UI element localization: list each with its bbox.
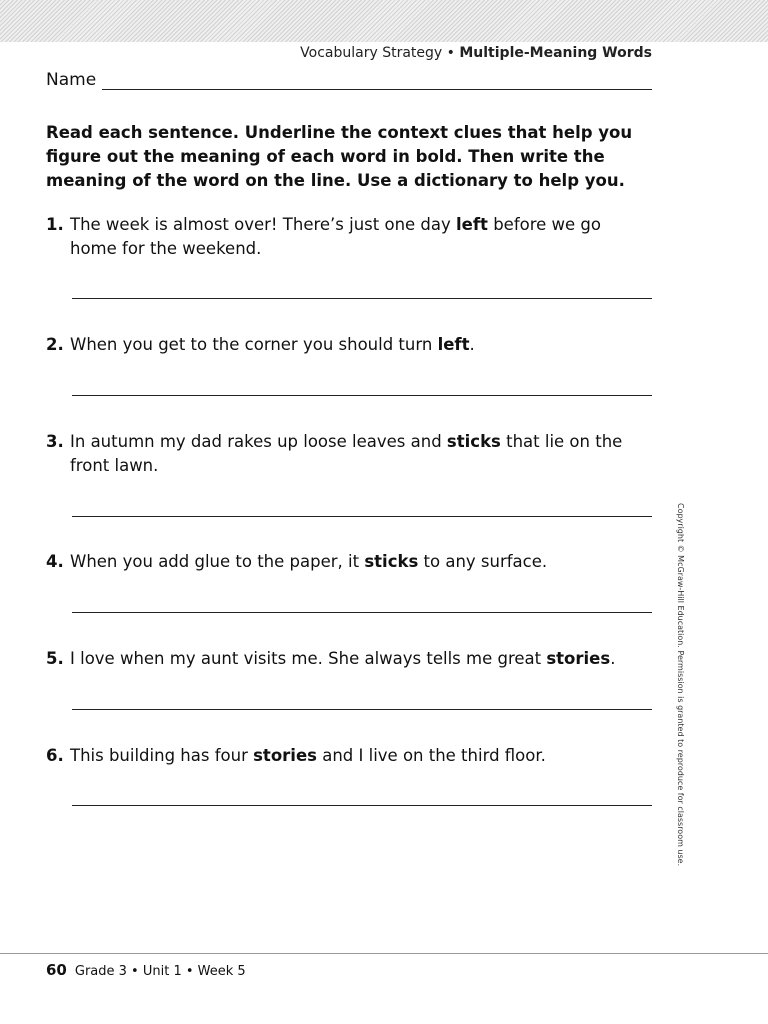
bold-word: stories — [253, 746, 317, 765]
question-number: 6. — [46, 746, 64, 765]
question-1 — [46, 213, 646, 261]
bold-word: left — [456, 215, 488, 234]
question-text: In autumn my dad rakes up loose leaves and sticks that lie on the front lawn. — [70, 432, 623, 475]
directions: Read each sentence. Underline the context clues that help you figure out the meaning of each word in bold. Then write the meaning of the word on the line. Use a dictionary to help you. — [46, 123, 633, 190]
question-number: 3. — [46, 432, 64, 451]
name-line[interactable] — [102, 73, 652, 90]
question-text: This building has four stories and I live on the third floor. — [70, 746, 546, 765]
course-info: Grade 3 • Unit 1 • Week 5 — [74, 964, 246, 979]
page-header — [300, 45, 652, 61]
header-topic: Multiple-Meaning Words — [459, 45, 652, 61]
question-text: When you add glue to the paper, it sticks to any surface. — [70, 552, 548, 571]
question-text: When you get to the corner you should turn left. — [70, 335, 475, 354]
question-text: I love when my aunt visits me. She always tells me great stories. — [70, 649, 616, 668]
page-footer — [46, 961, 246, 979]
bold-word: sticks — [446, 432, 501, 451]
answer-line-5[interactable] — [72, 709, 652, 710]
question-5 — [46, 647, 646, 671]
answer-line-1[interactable] — [72, 298, 652, 299]
bold-word: left — [437, 335, 470, 354]
question-2 — [46, 333, 646, 357]
answer-line-4[interactable] — [72, 612, 652, 613]
question-text: The week is almost over! There’s just one day left before we go home for the weekend. — [70, 215, 602, 258]
question-number: 4. — [46, 552, 64, 571]
answer-line-2[interactable] — [72, 395, 652, 396]
copyright-notice: Copyright © McGraw-Hill Education. Permission is granted to reproduce for classroom use. — [676, 503, 685, 867]
question-number: 1. — [46, 215, 64, 234]
answer-line-6[interactable] — [72, 805, 652, 806]
header-separator: • — [442, 45, 460, 61]
question-3 — [46, 430, 646, 478]
bold-word: stories — [546, 649, 611, 668]
name-row — [46, 68, 652, 90]
question-number: 2. — [46, 335, 64, 354]
top-pattern-band — [0, 0, 768, 42]
name-label: Name — [46, 70, 97, 90]
question-4 — [46, 550, 646, 574]
bold-word: sticks — [364, 552, 419, 571]
question-6 — [46, 744, 646, 768]
footer-rule — [0, 953, 768, 954]
answer-line-3[interactable] — [72, 516, 652, 517]
question-number: 5. — [46, 649, 64, 668]
page-number: 60 — [46, 961, 67, 979]
header-strategy: Vocabulary Strategy — [300, 45, 443, 61]
